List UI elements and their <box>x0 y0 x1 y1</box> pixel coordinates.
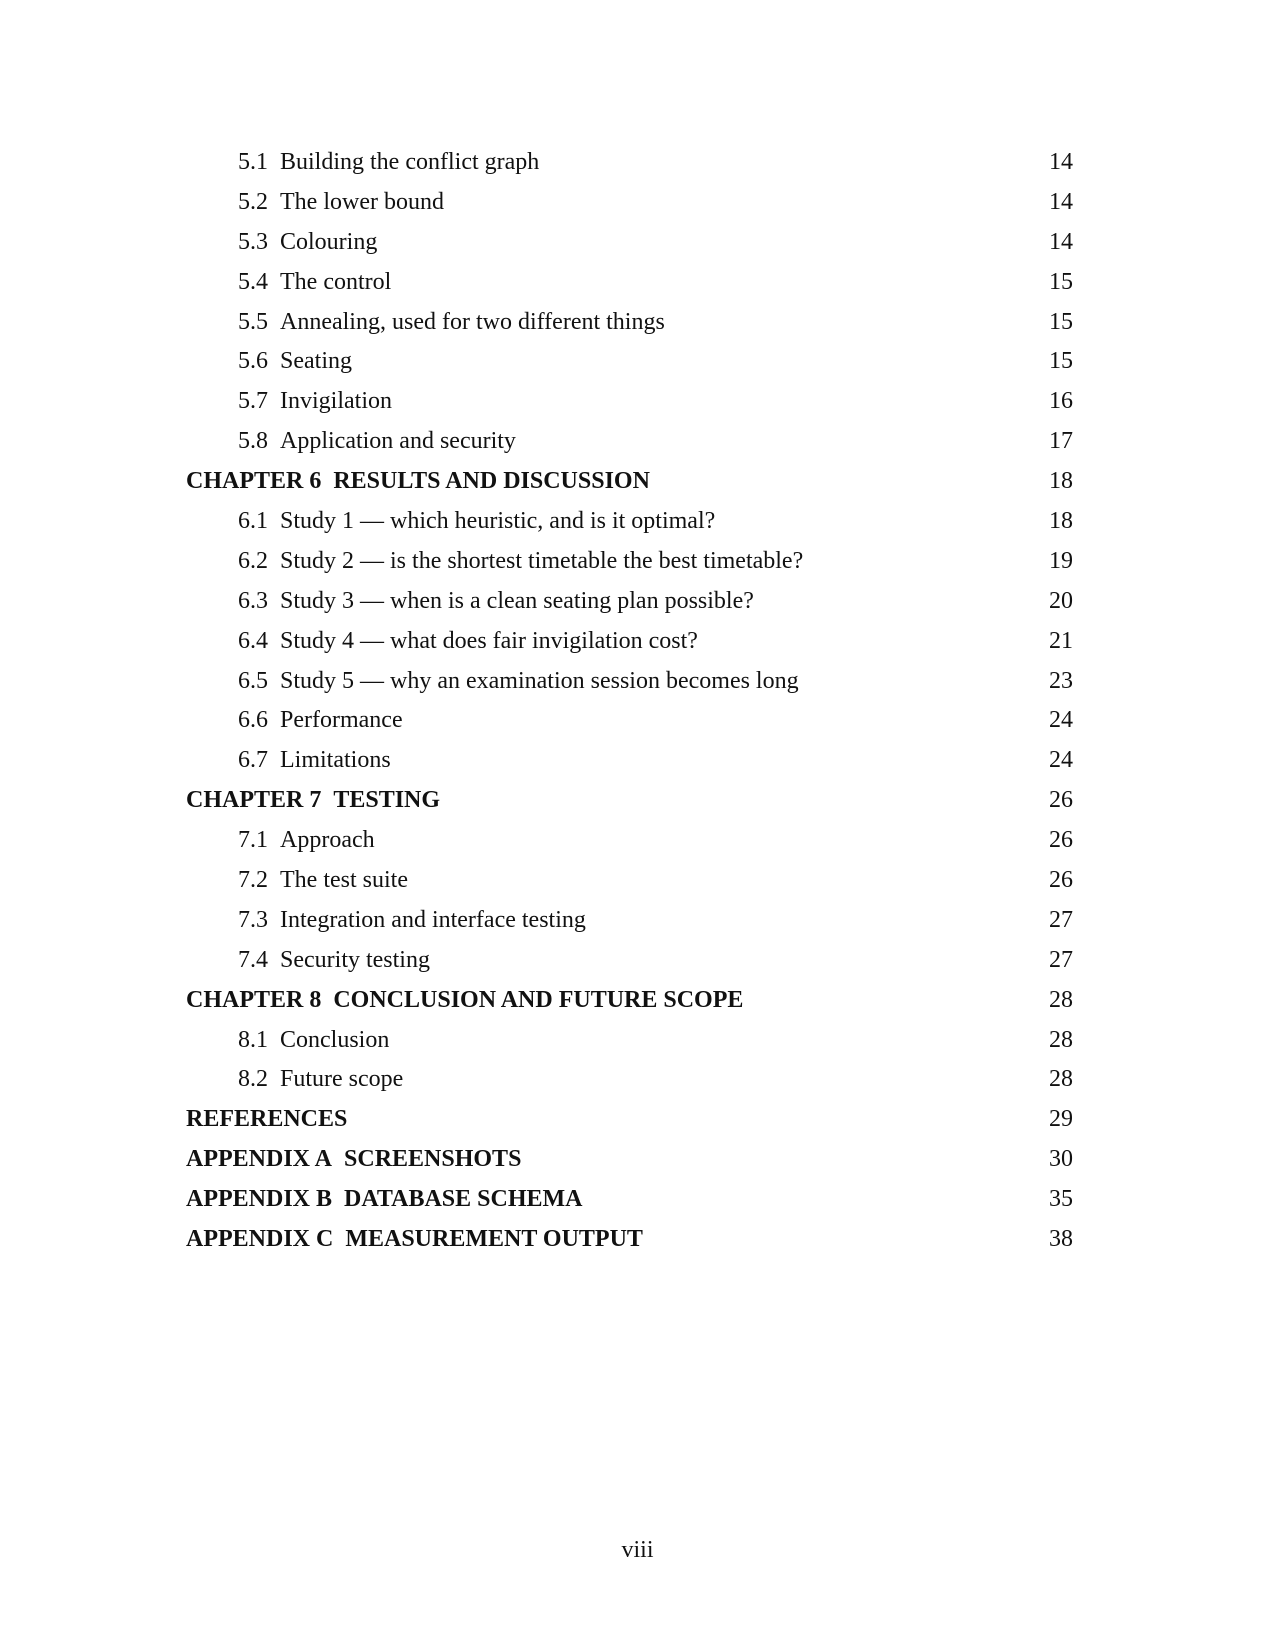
toc-chapter-number: APPENDIX A <box>186 1146 333 1173</box>
toc-entry-title: Integration and interface testing <box>280 906 586 933</box>
toc-entry-5-5[interactable] <box>186 303 1073 343</box>
toc-entry-title: Application and security <box>280 428 516 455</box>
toc-entry-5-2[interactable] <box>186 183 1073 223</box>
toc-entry-number: 5.7 <box>238 388 268 415</box>
toc-entry-number: 6.6 <box>238 707 268 734</box>
toc-entry-6-4[interactable] <box>186 622 1073 662</box>
toc-entry-number: 7.3 <box>238 906 268 933</box>
toc-entry-number: 5.2 <box>238 188 268 215</box>
toc-entry-title: The control <box>280 268 392 295</box>
toc-entry-page: 26 <box>1049 827 1073 854</box>
toc-entry-page: 26 <box>1049 787 1073 814</box>
toc-chapter-7[interactable] <box>186 781 1073 821</box>
toc-entry-8-2[interactable] <box>186 1060 1073 1100</box>
toc-entry-number: 8.2 <box>238 1066 268 1093</box>
toc-chapter-number: CHAPTER 7 <box>186 787 322 814</box>
toc-entry-number: 6.3 <box>238 587 268 614</box>
toc-entry-page: 24 <box>1049 707 1073 734</box>
toc-entry-number: 5.6 <box>238 348 268 375</box>
table-of-contents <box>186 143 1073 1260</box>
toc-chapter-number: APPENDIX C <box>186 1226 334 1253</box>
toc-entry-number: 7.4 <box>238 946 268 973</box>
toc-entry-5-4[interactable] <box>186 263 1073 303</box>
toc-entry-7-3[interactable] <box>186 901 1073 941</box>
toc-entry-page: 14 <box>1049 149 1073 175</box>
toc-entry-page: 28 <box>1049 1026 1073 1053</box>
toc-chapter-6[interactable] <box>186 462 1073 502</box>
toc-entry-title: Security testing <box>280 946 430 973</box>
toc-entry-page: 15 <box>1049 268 1073 295</box>
toc-entry-title: Approach <box>280 827 375 854</box>
toc-entry-number: 7.1 <box>238 827 268 854</box>
toc-entry-page: 20 <box>1049 587 1073 614</box>
toc-entry-8-1[interactable] <box>186 1021 1073 1061</box>
toc-entry-5-6[interactable] <box>186 342 1073 382</box>
toc-entry-number: 6.1 <box>238 508 268 535</box>
toc-entry-page: 30 <box>1049 1146 1073 1173</box>
toc-entry-page: 23 <box>1049 667 1073 694</box>
toc-entry-number: 6.5 <box>238 667 268 694</box>
toc-entry-title: Annealing, used for two different things <box>280 308 665 335</box>
toc-entry-page: 27 <box>1049 906 1073 933</box>
toc-references[interactable] <box>186 1100 1073 1140</box>
toc-entry-number: 8.1 <box>238 1026 268 1053</box>
toc-entry-title: Future scope <box>280 1066 404 1093</box>
toc-entry-5-1[interactable] <box>186 143 1073 183</box>
toc-entry-number: 7.2 <box>238 867 268 894</box>
toc-entry-page: 21 <box>1049 627 1073 654</box>
toc-entry-number: 5.8 <box>238 428 268 455</box>
toc-entry-page: 15 <box>1049 308 1073 335</box>
toc-entry-page: 18 <box>1049 508 1073 535</box>
toc-entry-page: 14 <box>1049 228 1073 255</box>
toc-entry-7-1[interactable] <box>186 821 1073 861</box>
toc-entry-title: Study 2 — is the shortest timetable the best timetable? <box>280 547 804 574</box>
toc-entry-page: 24 <box>1049 747 1073 774</box>
toc-entry-page: 29 <box>1049 1106 1073 1133</box>
toc-entry-number: 5.3 <box>238 228 268 255</box>
toc-chapter-title: SCREENSHOTS <box>344 1146 522 1173</box>
toc-entry-title: Study 5 — why an examination session becomes long <box>280 667 799 694</box>
page-number: viii <box>621 1537 654 1563</box>
toc-entry-page: 14 <box>1049 188 1073 215</box>
toc-chapter-title: RESULTS AND DISCUSSION <box>333 468 650 495</box>
toc-entry-5-7[interactable] <box>186 382 1073 422</box>
toc-chapter-title: MEASUREMENT OUTPUT <box>345 1226 643 1253</box>
toc-entry-title: Invigilation <box>280 388 392 415</box>
toc-entry-number: 5.1 <box>238 149 268 175</box>
toc-entry-number: 6.7 <box>238 747 268 774</box>
toc-entry-5-3[interactable] <box>186 223 1073 263</box>
toc-chapter-title: REFERENCES <box>186 1106 348 1133</box>
toc-appendix-b[interactable] <box>186 1180 1073 1220</box>
toc-chapter-8[interactable] <box>186 981 1073 1021</box>
toc-entry-title: Conclusion <box>280 1026 390 1053</box>
toc-entry-title: Limitations <box>280 747 391 774</box>
toc-entry-7-2[interactable] <box>186 861 1073 901</box>
toc-entry-page: 26 <box>1049 867 1073 894</box>
toc-entry-title: Study 3 — when is a clean seating plan possible? <box>280 587 754 614</box>
toc-entry-title: The test suite <box>280 867 408 894</box>
toc-chapter-title: CONCLUSION AND FUTURE SCOPE <box>333 986 744 1013</box>
toc-entry-number: 5.5 <box>238 308 268 335</box>
toc-chapter-title: DATABASE SCHEMA <box>344 1186 583 1213</box>
toc-entry-title: Seating <box>280 348 352 375</box>
toc-entry-page: 27 <box>1049 946 1073 973</box>
toc-entry-page: 15 <box>1049 348 1073 375</box>
toc-entry-page: 17 <box>1049 428 1073 455</box>
toc-entry-title: Colouring <box>280 228 378 255</box>
toc-entry-6-7[interactable] <box>186 741 1073 781</box>
toc-entry-page: 28 <box>1049 986 1073 1013</box>
toc-chapter-number: APPENDIX B <box>186 1186 333 1213</box>
toc-entry-title: Building the conflict graph <box>280 149 540 175</box>
toc-entry-page: 28 <box>1049 1066 1073 1093</box>
toc-entry-number: 6.4 <box>238 627 268 654</box>
toc-entry-page: 19 <box>1049 547 1073 574</box>
toc-entry-title: Performance <box>280 707 403 734</box>
toc-entry-title: Study 1 — which heuristic, and is it optimal? <box>280 508 716 535</box>
toc-entry-page: 18 <box>1049 468 1073 495</box>
toc-entry-page: 38 <box>1049 1226 1073 1253</box>
toc-entry-7-4[interactable] <box>186 941 1073 981</box>
toc-entry-6-1[interactable] <box>186 502 1073 542</box>
toc-entry-number: 5.4 <box>238 268 268 295</box>
toc-entry-number: 6.2 <box>238 547 268 574</box>
toc-appendix-c[interactable] <box>186 1220 1073 1260</box>
toc-entry-6-6[interactable] <box>186 701 1073 741</box>
toc-chapter-number: CHAPTER 8 <box>186 986 322 1013</box>
toc-chapter-title: TESTING <box>333 787 441 814</box>
toc-entry-5-8[interactable] <box>186 422 1073 462</box>
toc-entry-6-5[interactable] <box>186 662 1073 702</box>
toc-entry-6-2[interactable] <box>186 542 1073 582</box>
toc-chapter-number: CHAPTER 6 <box>186 468 322 495</box>
toc-entry-page: 16 <box>1049 388 1073 415</box>
toc-entry-title: The lower bound <box>280 188 444 215</box>
toc-entry-title: Study 4 — what does fair invigilation cost? <box>280 627 698 654</box>
toc-entry-page: 35 <box>1049 1186 1073 1213</box>
toc-appendix-a[interactable] <box>186 1140 1073 1180</box>
toc-entry-6-3[interactable] <box>186 582 1073 622</box>
